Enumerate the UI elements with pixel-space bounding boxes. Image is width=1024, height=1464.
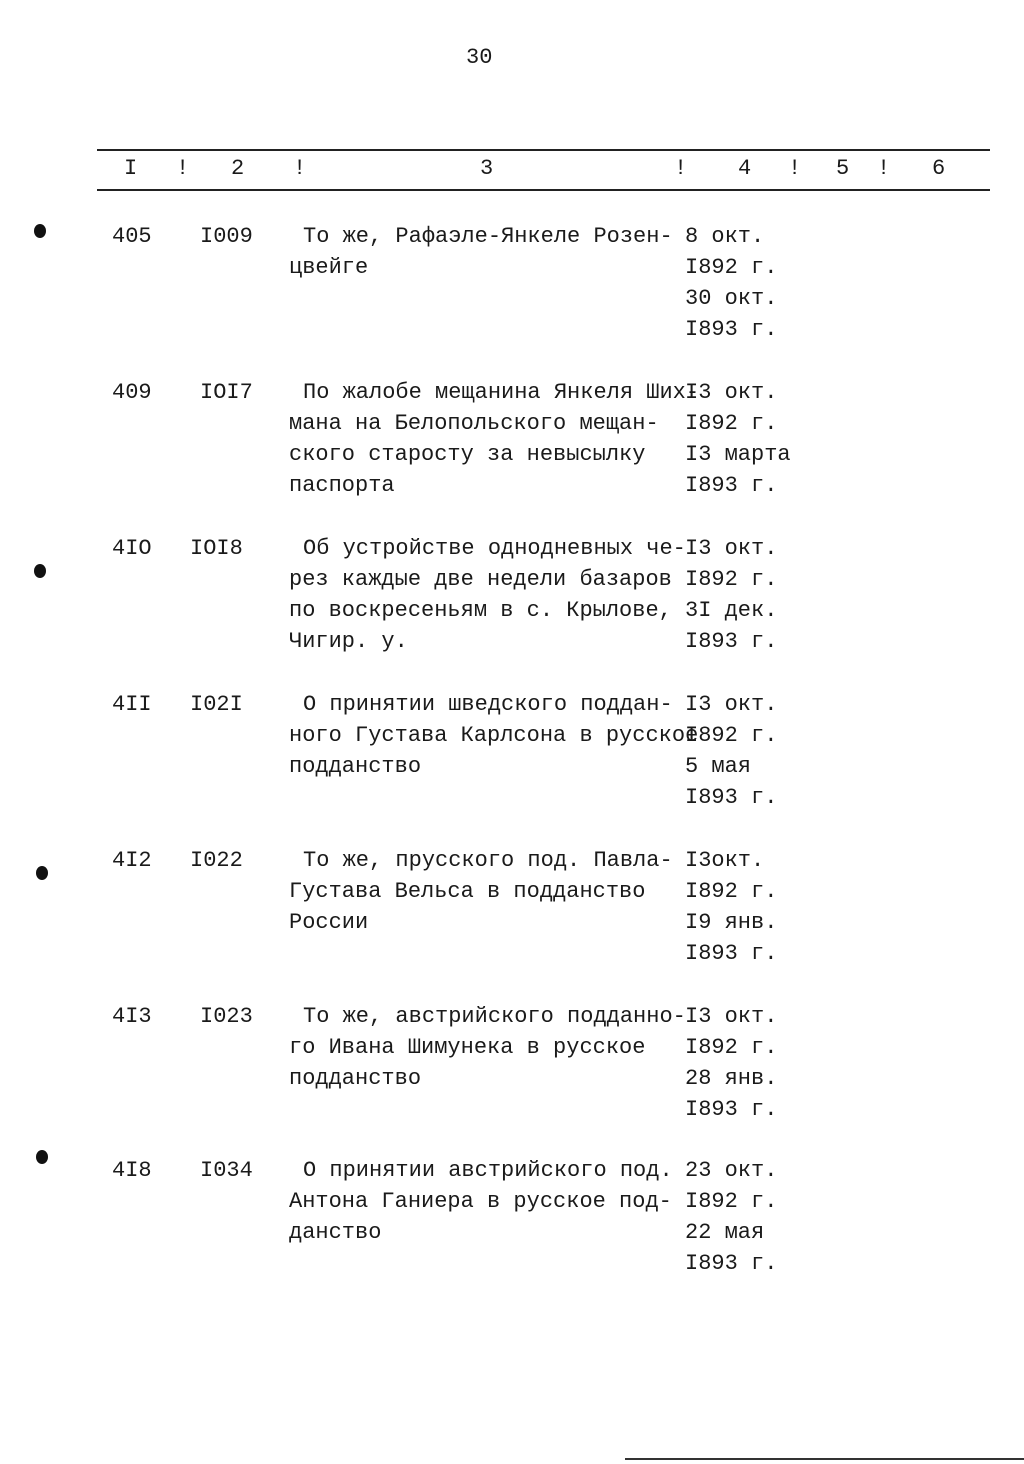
entry-number: 409 xyxy=(112,380,152,405)
punch-hole-mark xyxy=(36,1150,48,1164)
header-sep: ! xyxy=(788,156,802,181)
entry-description-line: Об устройстве однодневных че- xyxy=(303,536,686,561)
header-col5: 5 xyxy=(836,156,850,181)
entry-description-line: Антона Ганиера в русское под- xyxy=(289,1189,672,1214)
entry-description-line: рез каждые две недели базаров xyxy=(289,567,672,592)
entry-date-line: I892 г. xyxy=(685,1189,778,1214)
entry-description-line: го Ивана Шимунека в русское xyxy=(289,1035,646,1060)
page-number: 30 xyxy=(466,45,493,70)
entry-date-line: 22 мая xyxy=(685,1220,765,1245)
entry-date-line: I892 г. xyxy=(685,723,778,748)
entry-date-line: I3 окт. xyxy=(685,692,778,717)
entry-date-line: I893 г. xyxy=(685,1251,778,1276)
header-sep: ! xyxy=(877,156,891,181)
entry-date-line: I3 окт. xyxy=(685,536,778,561)
entry-description-line: ского старосту за невысылку xyxy=(289,442,646,467)
entry-number: 4II xyxy=(112,692,152,717)
entry-date-line: I3 окт. xyxy=(685,380,778,405)
entry-date-line: 3I дек. xyxy=(685,598,778,623)
entry-date-line: I3 окт. xyxy=(685,1004,778,1029)
entry-description-line: О принятии австрийского под. xyxy=(303,1158,673,1183)
entry-description-line: по воскресеньям в с. Крылове, xyxy=(289,598,672,623)
entry-date-line: I893 г. xyxy=(685,629,778,654)
entry-description-line: О принятии шведского поддан- xyxy=(303,692,673,717)
entry-number: 4I3 xyxy=(112,1004,152,1029)
entry-number: 4I2 xyxy=(112,848,152,873)
entry-date-line: I893 г. xyxy=(685,317,778,342)
header-top-rule xyxy=(97,149,990,151)
header-sep: ! xyxy=(674,156,688,181)
entry-number: 4I8 xyxy=(112,1158,152,1183)
entry-date-line: I9 янв. xyxy=(685,910,778,935)
entry-description-line: По жалобе мещанина Янкеля Ших- xyxy=(303,380,700,405)
entry-description-line: То же, австрийского подданно- xyxy=(303,1004,686,1029)
entry-date-line: I3 марта xyxy=(685,442,791,467)
entry-date-line: I893 г. xyxy=(685,941,778,966)
entry-date-line: I892 г. xyxy=(685,879,778,904)
header-col3: 3 xyxy=(480,156,494,181)
case-number: IOI8 xyxy=(190,536,243,561)
entry-date-line: I3окт. xyxy=(685,848,765,873)
punch-hole-mark xyxy=(34,564,46,578)
entry-number: 405 xyxy=(112,224,152,249)
entry-description-line: России xyxy=(289,910,369,935)
bottom-rule xyxy=(625,1458,1024,1460)
entry-description-line: Густава Вельса в подданство xyxy=(289,879,646,904)
case-number: IOI7 xyxy=(200,380,253,405)
entry-description-line: паспорта xyxy=(289,473,395,498)
entry-date-line: 30 окт. xyxy=(685,286,778,311)
entry-date-line: 23 окт. xyxy=(685,1158,778,1183)
header-col2: 2 xyxy=(231,156,245,181)
header-col4: 4 xyxy=(738,156,752,181)
entry-date-line: I892 г. xyxy=(685,567,778,592)
entry-date-line: 28 янв. xyxy=(685,1066,778,1091)
entry-description-line: То же, Рафаэле-Янкеле Розен- xyxy=(303,224,673,249)
entry-number: 4IO xyxy=(112,536,152,561)
entry-date-line: I893 г. xyxy=(685,785,778,810)
entry-date-line: 8 окт. xyxy=(685,224,765,249)
header-col1: I xyxy=(124,156,138,181)
entry-description-line: подданство xyxy=(289,1066,422,1091)
entry-date-line: I892 г. xyxy=(685,255,778,280)
header-sep: ! xyxy=(176,156,190,181)
entry-date-line: I893 г. xyxy=(685,1097,778,1122)
entry-description-line: Чигир. у. xyxy=(289,629,408,654)
punch-hole-mark xyxy=(34,224,46,238)
entry-date-line: 5 мая xyxy=(685,754,752,779)
entry-description-line: мана на Белопольского мещан- xyxy=(289,411,659,436)
case-number: I009 xyxy=(200,224,253,249)
entry-date-line: I892 г. xyxy=(685,1035,778,1060)
case-number: I022 xyxy=(190,848,243,873)
case-number: I023 xyxy=(200,1004,253,1029)
case-number: I034 xyxy=(200,1158,253,1183)
case-number: I02I xyxy=(190,692,243,717)
entry-description-line: данство xyxy=(289,1220,382,1245)
header-bottom-rule xyxy=(97,189,990,191)
entry-description-line: цвейге xyxy=(289,255,369,280)
header-col6: 6 xyxy=(932,156,946,181)
entry-date-line: I892 г. xyxy=(685,411,778,436)
entry-date-line: I893 г. xyxy=(685,473,778,498)
header-sep: ! xyxy=(293,156,307,181)
punch-hole-mark xyxy=(36,866,48,880)
entry-description-line: То же, прусского под. Павла- xyxy=(303,848,673,873)
entry-description-line: подданство xyxy=(289,754,422,779)
entry-description-line: ного Густава Карлсона в русское xyxy=(289,723,699,748)
